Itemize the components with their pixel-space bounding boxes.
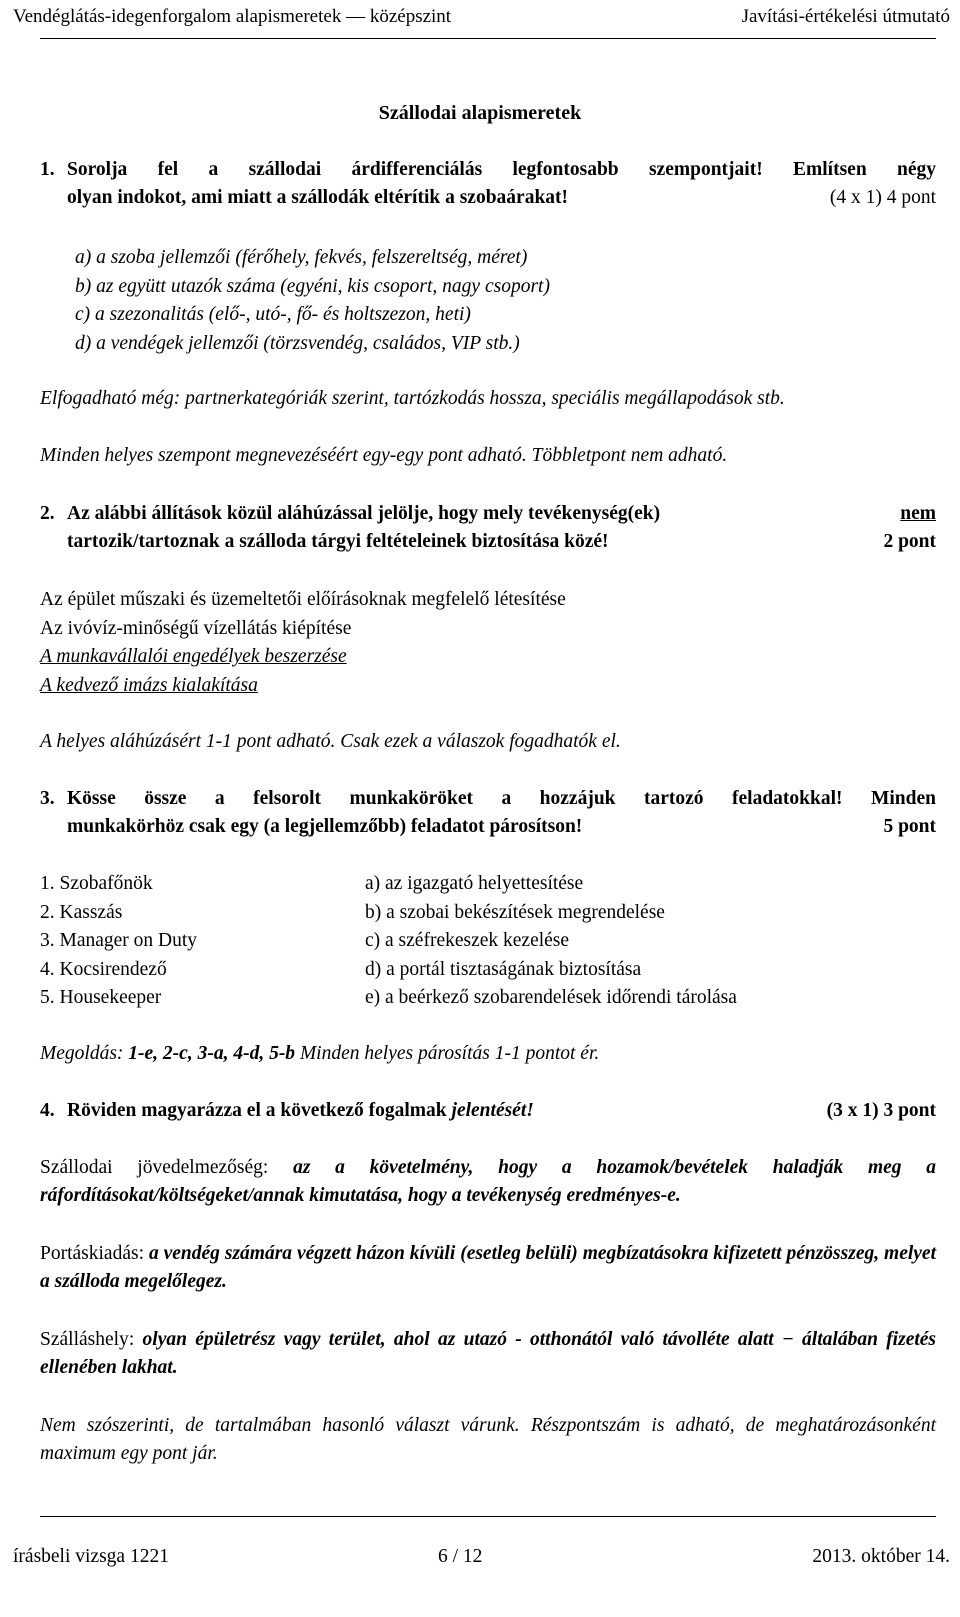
q3-task-b: b) a szobai bekészítések megrendelése <box>365 901 665 923</box>
q3-number: 3. <box>40 788 55 809</box>
q1-line2: olyan indokot, ami miatt a szállodák eltérítik a szobaárakat! <box>67 187 569 208</box>
q4-term-3: Szálláshely <box>40 1329 129 1350</box>
q4-text-emphasis: jelentését! <box>451 1100 534 1121</box>
q1-answer-list <box>75 244 550 358</box>
q4-number: 4. <box>40 1100 55 1121</box>
list-item <box>40 899 920 928</box>
q3-role-2: 2. Kasszás <box>40 901 123 923</box>
q1-note-1: Elfogadható még: partnerkategóriák szerint, tartózkodás hossza, speciális megállapodások stb. <box>40 388 785 409</box>
q3-solution-note: Minden helyes párosítás 1-1 pontot ér. <box>299 1043 600 1064</box>
list-item <box>40 927 920 956</box>
q4-definition-2 <box>40 1240 936 1296</box>
q4-body-3: olyan épületrész vagy terület, ahol az utazó - otthonától való távolléte alatt − általában fizetés ellenében lakhat. <box>40 1329 937 1378</box>
header-rule <box>40 38 936 39</box>
q1-points: (4 x 1) 4 pont <box>829 187 936 208</box>
q2-line2: tartozik/tartoznak a szálloda tárgyi feltételeinek biztosítása közé! <box>67 531 609 552</box>
q3-solution-value: 1-e, 2-c, 3-a, 4-d, 5-b <box>128 1043 296 1064</box>
section-title: Szállodai alapismeretek <box>378 102 582 124</box>
q4-body-2: a vendég számára végzett házon kívüli (esetleg belüli) megbízatásokra kifizetett pénzösszeg, melyet a szálloda megelőlegez. <box>40 1243 936 1292</box>
list-item <box>40 956 920 985</box>
q4-definition-1 <box>40 1154 936 1210</box>
q1-line1: Sorolja fel a szállodai árdifferenciálás legfontosabb szempontjait! Említsen négy <box>67 159 936 180</box>
list-item <box>40 870 920 899</box>
q3-task-c: c) a széfrekeszek kezelése <box>365 930 570 951</box>
q4-note: Nem szószerinti, de tartalmában hasonló választ várunk. Részpontszám is adható, de meghatározásonként maximum egy pont jár. <box>40 1415 936 1464</box>
q2-line1-emphasis: nem <box>900 503 936 524</box>
q2-item-2: Az ivóvíz-minőségű vízellátás kiépítése <box>40 617 352 639</box>
q3-task-a: a) az igazgató helyettesítése <box>365 873 584 894</box>
page-header <box>0 0 960 40</box>
q3-role-1: 1. Szobafőnök <box>40 873 153 894</box>
question-3 <box>40 785 936 841</box>
header-right: Javítási-értékelési útmutató <box>741 6 950 27</box>
q4-definition-3 <box>40 1326 936 1382</box>
q3-line1: Kösse össze a felsorolt munkaköröket a hozzájuk tartozó feladatokkal! Minden <box>67 788 936 809</box>
q1-number: 1. <box>40 159 55 180</box>
q4-sep-1: : <box>262 1157 269 1178</box>
q3-line2: munkakörhöz csak egy (a legjellemzőbb) feladatot párosítson! <box>67 816 583 837</box>
question-4 <box>40 1097 936 1125</box>
q1-answer-c: c) a szezonalitás (elő-, utó-, fő- és holtszezon, heti) <box>75 304 471 325</box>
q4-term-2: Portáskiadás <box>40 1243 139 1264</box>
q4-sep-2: : <box>138 1243 144 1264</box>
q2-line1: Az alábbi állítások közül aláhúzással jelölje, hogy mely tevékenység(ek) <box>67 503 661 524</box>
footer-rule <box>40 1516 936 1517</box>
q2-item-1: Az épület műszaki és üzemeltetői előírásoknak megfelelő létesítése <box>40 589 566 610</box>
q3-role-5: 5. Housekeeper <box>40 987 162 1008</box>
list-item <box>40 984 920 1013</box>
q2-number: 2. <box>40 503 55 524</box>
q2-note: A helyes aláhúzásért 1-1 pont adható. Csak ezek a válaszok fogadhatók el. <box>40 731 621 752</box>
page-number: 6 / 12 <box>438 1546 483 1567</box>
footer-right: 2013. október 14. <box>812 1546 950 1567</box>
q4-term-1: Szállodai jövedelmezőség <box>40 1157 263 1178</box>
q4-sep-3: : <box>128 1329 135 1350</box>
q2-items <box>40 586 936 700</box>
q3-solution <box>40 1040 936 1068</box>
q2-item-3: A munkavállalói engedélyek beszerzése <box>40 646 347 667</box>
q3-points: 5 pont <box>883 816 936 837</box>
footer-left: írásbeli vizsga 1221 <box>13 1546 169 1567</box>
q1-answer-b: b) az együtt utazók száma (egyéni, kis csoport, nagy csoport) <box>75 275 550 297</box>
question-2 <box>40 500 936 556</box>
header-left: Vendéglátás-idegenforgalom alapismeretek — középszint <box>13 6 452 27</box>
q1-note-2: Minden helyes szempont megnevezéséért egy-egy pont adható. Többletpont nem adható. <box>40 445 728 466</box>
q1-answer-d: d) a vendégek jellemzői (törzsvendég, családos, VIP stb.) <box>75 332 520 354</box>
q3-role-3: 3. Manager on Duty <box>40 930 198 951</box>
q3-role-4: 4. Kocsirendező <box>40 958 167 980</box>
q3-task-d: d) a portál tisztaságának biztosítása <box>365 958 642 980</box>
q2-points: 2 pont <box>883 531 936 552</box>
q3-matching-table <box>40 870 920 1013</box>
q4-points: (3 x 1) 3 pont <box>826 1100 936 1121</box>
question-1 <box>40 156 936 212</box>
q3-solution-label: Megoldás: <box>40 1043 124 1064</box>
q1-answer-a: a) a szoba jellemzői (férőhely, fekvés, felszereltség, méret) <box>75 247 528 268</box>
q3-task-e: e) a beérkező szobarendelések időrendi tárolása <box>365 987 737 1008</box>
q4-text: Röviden magyarázza el a következő fogalmak <box>67 1100 447 1121</box>
q4-body-1: az a követelmény, hogy a hozamok/bevételek haladják meg a ráfordításokat/költségeket/annak kimutatása, hogy a tevékenység eredményes-e. <box>40 1157 937 1206</box>
q2-item-4: A kedvező imázs kialakítása <box>40 674 258 696</box>
